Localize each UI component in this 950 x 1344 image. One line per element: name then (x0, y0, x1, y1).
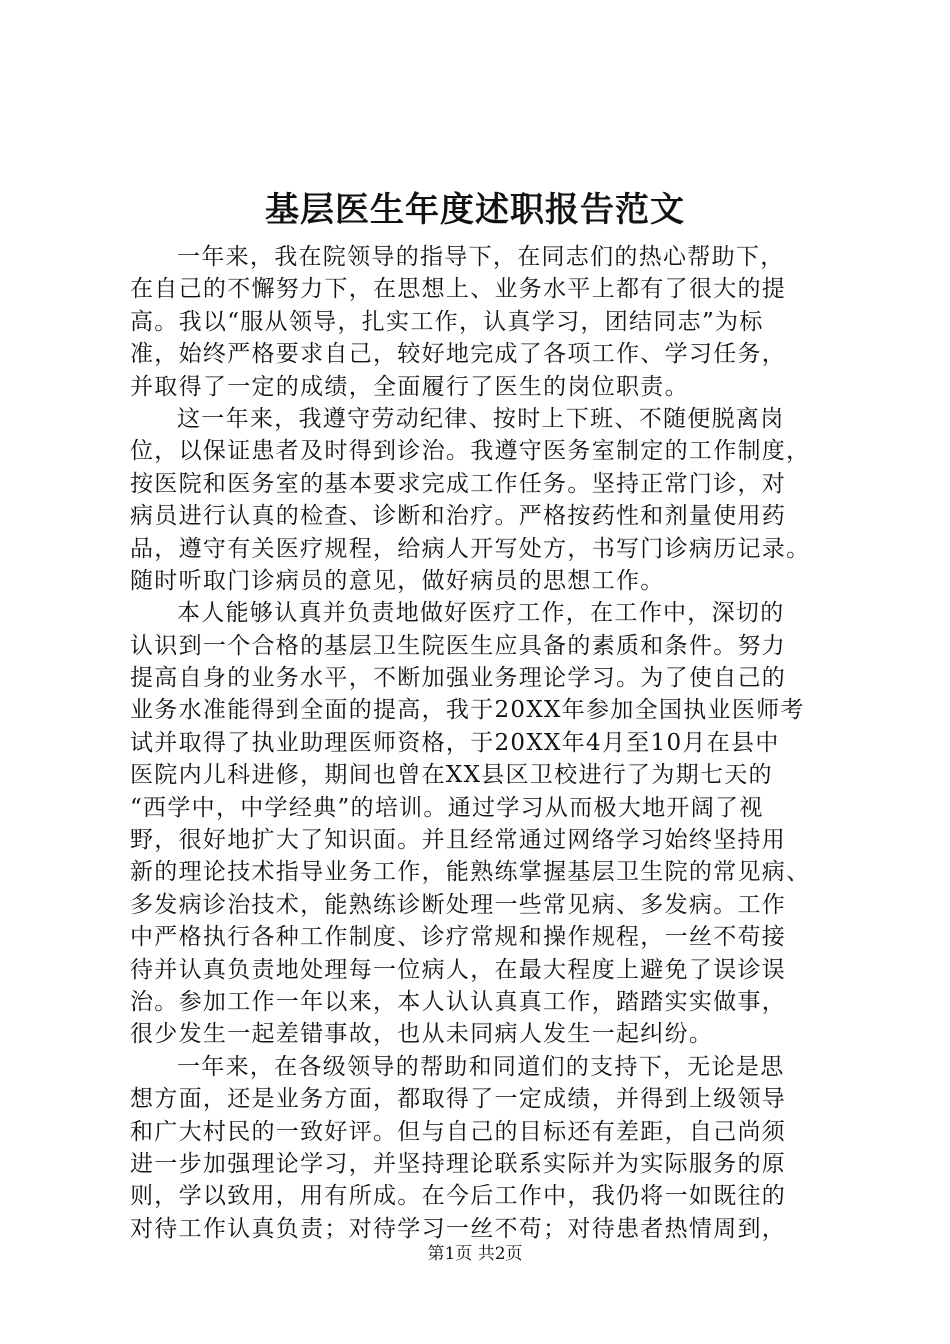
paragraph-line: 品，遵守有关医疗规程，给病人开写处方，书写门诊病历记录。 (130, 535, 811, 562)
paragraph-line: 野，很好地扩大了知识面。并且经常通过网络学习始终坚持用 (130, 827, 787, 854)
document-title: 基层医生年度述职报告范文 (265, 190, 685, 230)
paragraph-line: 高。我以“服从领导，扎实工作，认真学习，团结同志”为标 (130, 308, 764, 335)
paragraph-line: 这一年来，我遵守劳动纪律、按时上下班、不随便脱离岗 (177, 405, 785, 432)
paragraph-line: 待并认真负责地处理每一位病人，在最大程度上避免了误诊误 (130, 956, 787, 983)
paragraph-line: 则，学以致用，用有所成。在今后工作中，我仍将一如既往的 (130, 1183, 787, 1210)
paragraph-line: 一年来，我在院领导的指导下，在同志们的热心帮助下， (177, 244, 785, 270)
paragraph-line: 认识到一个合格的基层卫生院医生应具备的素质和条件。努力 (130, 632, 787, 659)
paragraph-line: 对待工作认真负责；对待学习一丝不苟；对待患者热情周到， (130, 1215, 787, 1242)
paragraph-line: 病员进行认真的检查、诊断和治疗。严格按药性和剂量使用药 (130, 503, 787, 530)
paragraph-line: 进一步加强理论学习，并坚持理论联系实际并为实际服务的原 (130, 1150, 787, 1177)
paragraph-line: 按医院和医务室的基本要求完成工作任务。坚持正常门诊，对 (130, 470, 787, 497)
paragraph-line: 很少发生一起差错事故，也从未同病人发生一起纠纷。 (130, 1021, 714, 1048)
paragraph-line: 业务水准能得到全面的提高，我于20XX年参加全国执业医师考 (130, 697, 805, 724)
paragraph-line: 想方面，还是业务方面，都取得了一定成绩，并得到上级领导 (130, 1086, 787, 1113)
paragraph-line: 本人能够认真并负责地做好医疗工作，在工作中，深切的 (177, 600, 785, 627)
paragraph-line: 试并取得了执业助理医师资格，于20XX年4月至10月在县中 (130, 729, 780, 756)
document-body (130, 241, 830, 1245)
paragraph-line: 准，始终严格要求自己，较好地完成了各项工作、学习任务， (130, 341, 787, 368)
paragraph-line: 治。参加工作一年以来，本人认认真真工作，踏踏实实做事， (130, 988, 787, 1015)
paragraph-line: “西学中，中学经典”的培训。通过学习从而极大地开阔了视 (130, 794, 764, 821)
paragraph-line: 一年来，在各级领导的帮助和同道们的支持下，无论是思 (177, 1053, 785, 1080)
paragraph-line: 和广大村民的一致好评。但与自己的目标还有差距，自己尚须 (130, 1118, 787, 1145)
paragraph-line: 在自己的不懈努力下，在思想上、业务水平上都有了很大的提 (130, 276, 787, 303)
paragraph-line: 中严格执行各种工作制度、诊疗常规和操作规程，一丝不苟接 (130, 924, 787, 951)
paragraph-line: 多发病诊治技术，能熟练诊断处理一些常见病、多发病。工作 (130, 891, 787, 918)
paragraph-line: 随时听取门诊病员的意见，做好病员的思想工作。 (130, 567, 665, 594)
paragraph-line: 提高自身的业务水平，不断加强业务理论学习。为了使自己的 (130, 665, 787, 692)
paragraph-line: 位，以保证患者及时得到诊治。我遵守医务室制定的工作制度， (130, 438, 811, 465)
page-number-footer: 第1页 共2页 (427, 1244, 523, 1264)
paragraph-line: 并取得了一定的成绩，全面履行了医生的岗位职责。 (130, 373, 689, 400)
paragraph-line: 医院内儿科进修，期间也曾在XX县区卫校进行了为期七天的 (130, 762, 773, 789)
paragraph-line: 新的理论技术指导业务工作，能熟练掌握基层卫生院的常见病、 (130, 859, 811, 886)
